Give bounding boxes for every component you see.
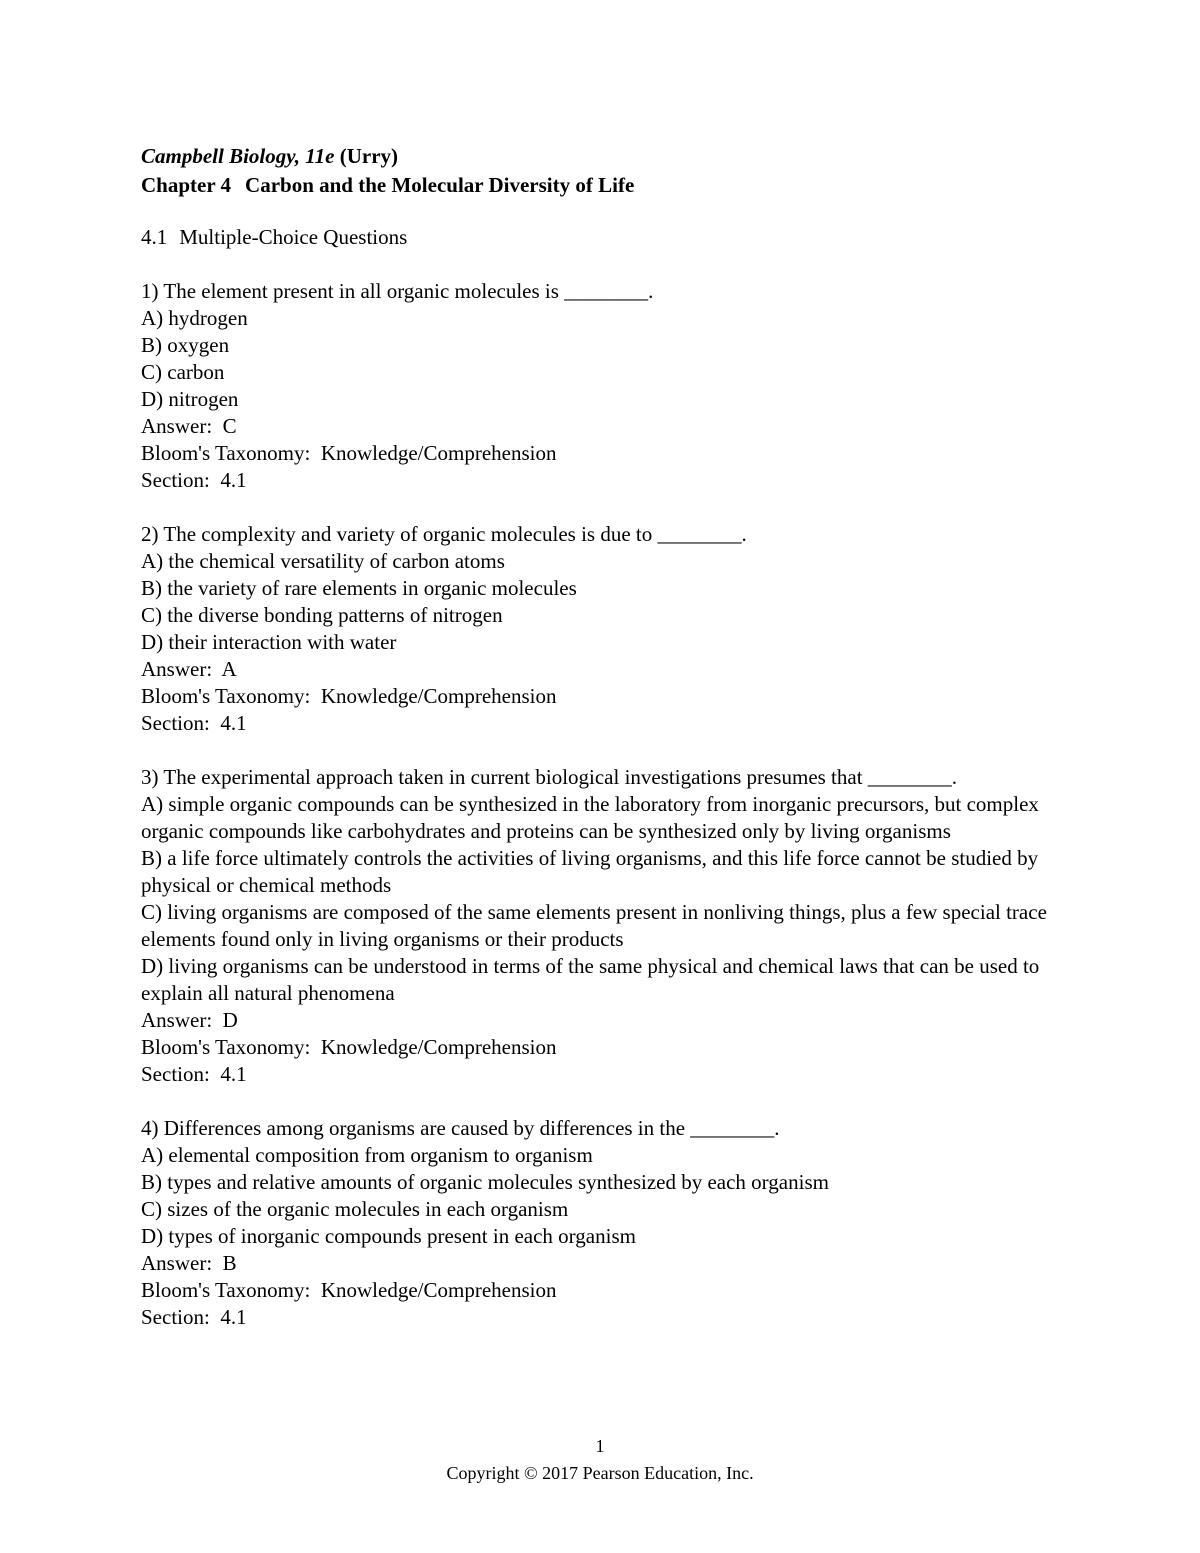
- question-stem: 4) Differences among organisms are caused by differences in the ________.: [141, 1116, 780, 1140]
- answer-option: D) nitrogen: [141, 387, 239, 411]
- answer-option: C) sizes of the organic molecules in each organism: [141, 1197, 569, 1221]
- answer-key: Answer: C: [141, 414, 237, 438]
- blooms-taxonomy: Bloom's Taxonomy: Knowledge/Comprehension: [141, 684, 557, 708]
- answer-option: A) the chemical versatility of carbon atoms: [141, 549, 505, 573]
- question-section: Section: 4.1: [141, 1062, 247, 1086]
- copyright-notice: Copyright © 2017 Pearson Education, Inc.: [446, 1463, 754, 1483]
- answer-key: Answer: D: [141, 1008, 238, 1032]
- answer-option: B) the variety of rare elements in organic molecules: [141, 576, 577, 600]
- page-number: 1: [595, 1436, 605, 1456]
- answer-option: B) a life force ultimately controls the activities of living organisms, and this life force cannot be studied by physical or chemical methods: [141, 846, 1039, 897]
- question-section: Section: 4.1: [141, 1305, 247, 1329]
- blooms-taxonomy: Bloom's Taxonomy: Knowledge/Comprehension: [141, 441, 557, 465]
- book-author: (Urry): [339, 144, 399, 168]
- answer-key: Answer: A: [141, 657, 237, 681]
- answer-option: C) carbon: [141, 360, 225, 384]
- section-number: 4.1: [141, 225, 168, 249]
- blooms-taxonomy: Bloom's Taxonomy: Knowledge/Comprehension: [141, 1278, 557, 1302]
- answer-option: C) the diverse bonding patterns of nitrogen: [141, 603, 503, 627]
- answer-option: B) types and relative amounts of organic molecules synthesized by each organism: [141, 1170, 829, 1194]
- question-section: Section: 4.1: [141, 468, 247, 492]
- answer-option: D) their interaction with water: [141, 630, 397, 654]
- answer-option: B) oxygen: [141, 333, 230, 357]
- page-content: [141, 142, 1061, 1331]
- question-stem: 2) The complexity and variety of organic molecules is due to ________.: [141, 522, 747, 546]
- section-title: Multiple-Choice Questions: [179, 225, 408, 249]
- answer-option: D) living organisms can be understood in terms of the same physical and chemical laws that can be used to explain all natural phenomena: [141, 954, 1040, 1005]
- question-2: [141, 521, 1061, 737]
- chapter-number: Chapter 4: [141, 173, 232, 197]
- answer-key: Answer: B: [141, 1251, 237, 1275]
- question-section: Section: 4.1: [141, 711, 247, 735]
- chapter-title-line: [141, 171, 1061, 200]
- blooms-taxonomy: Bloom's Taxonomy: Knowledge/Comprehension: [141, 1035, 557, 1059]
- section-heading: [141, 224, 1061, 251]
- answer-option: D) types of inorganic compounds present in each organism: [141, 1224, 636, 1248]
- answer-option: A) hydrogen: [141, 306, 248, 330]
- answer-option: A) elemental composition from organism to organism: [141, 1143, 593, 1167]
- question-4: [141, 1115, 1061, 1331]
- answer-option: A) simple organic compounds can be synthesized in the laboratory from inorganic precursors, but complex organic compounds like carbohydrates and proteins can be synthesized only by living organisms: [141, 792, 1039, 843]
- question-1: [141, 278, 1061, 494]
- question-3: [141, 764, 1061, 1088]
- answer-option: C) living organisms are composed of the same elements present in nonliving things, plus a few special trace elements found only in living organisms or their products: [141, 900, 1047, 951]
- book-title-line: [141, 142, 1061, 171]
- book-title: Campbell Biology, 11e: [141, 144, 335, 168]
- question-stem: 1) The element present in all organic molecules is ________.: [141, 279, 654, 303]
- chapter-title: Carbon and the Molecular Diversity of Life: [245, 173, 635, 197]
- question-stem: 3) The experimental approach taken in current biological investigations presumes that ________.: [141, 765, 958, 789]
